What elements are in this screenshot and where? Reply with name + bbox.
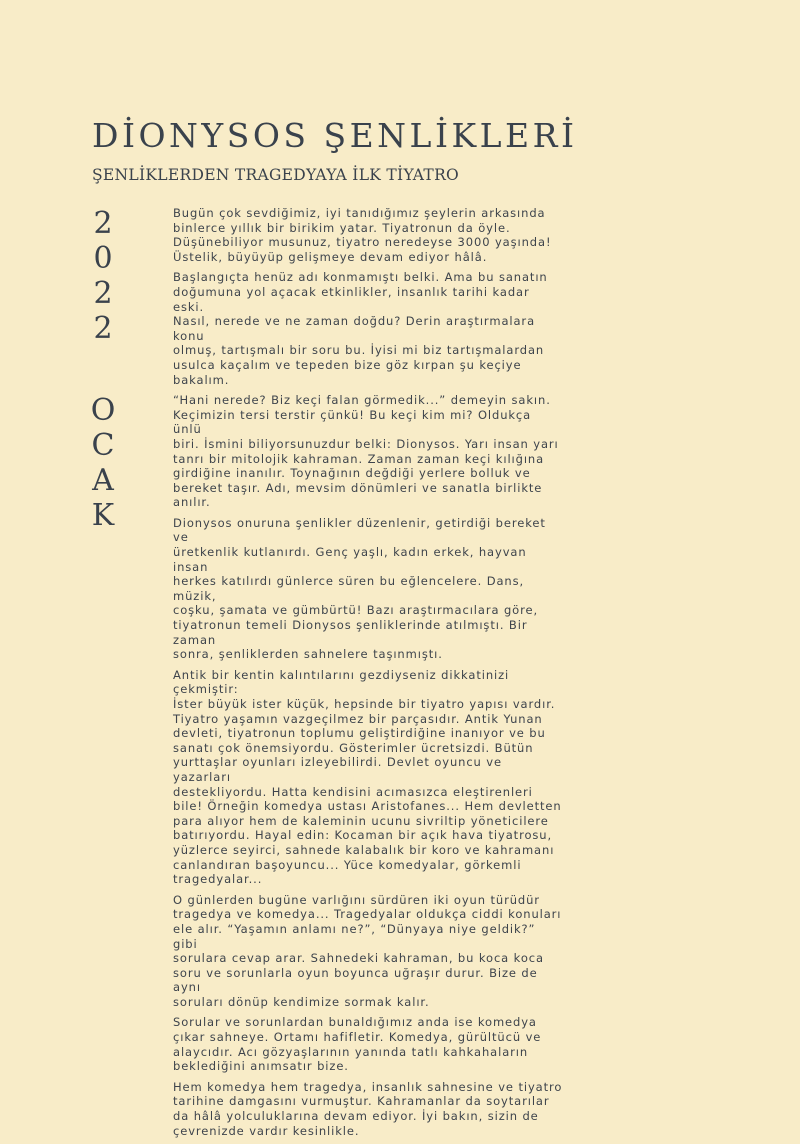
month-letter: C [91,428,115,463]
year-digit: 2 [93,311,113,346]
article-body [173,206,563,1144]
year-digit: 2 [93,276,113,311]
month-letter: O [90,393,116,428]
paragraph: Sorular ve sorunlardan bunaldığımız anda ise komedya çıkar sahneye. Ortamı hafifletir. Komedya, gürültücü ve alaycıdır. Acı gözyaşlarının yanında tatlı kahkahaların beklediğini anımsatır bize. [173,1015,542,1074]
paragraph: “Hani nerede? Biz keçi falan görmedik...” demeyin sakın. Keçimizin tersi terstir çünkü! Bu keçi kim mi? Oldukça ünlü biri. İsmini biliyorsunuzdur belki: Dionysos. Yarı insan yarı tanrı bir mitolojik kahraman. Zaman zaman keçi kılığına girdiğine inanılır. Toynağının değdiği yerlere bolluk ve bereket taşır. Adı, mevsim dönümleri ve sanatla birlikte anılır. [173,393,559,510]
date-spacer [84,346,122,393]
paragraph: Antik bir kentin kalıntılarını gezdiyseniz dikkatinizi çekmiştir: İster büyük ister küçük, hepsinde bir tiyatro yapısı vardır. Tiyatro yaşamın vazgeçilmez bir parçasıdır. Antik Yunan devleti, tiyatronun toplumu geliştirdiğine inanıyor ve bu sanatı çok önemsiyordu. Gösterimler ücretsizdi. Bütün yurttaşlar oyunları izleyebilirdi. Devlet oyuncu ve yazarları destekliyordu. Hatta kendisini acımasızca eleştirenleri bile! Örneğin komedya ustası Aristofanes... Hem devletten para alıyor hem de kaleminin ucunu sivriltip yöneticilere batırıyordu. Hayal edin: Kocaman bir açık hava tiyatrosu, yüzlerce seyirci, sahnede kalabalık bir koro ve kahramanı canlandıran başoyuncu... Yüce komedyalar, görkemli tragedyalar... [173,667,562,887]
date-column [84,206,122,533]
year-digit: 0 [93,241,113,276]
paragraph: Hem komedya hem tragedya, insanlık sahnesine ve tiyatro tarihine damgasını vurmuştur. Kahramanlar da soytarılar da hâlâ yolculuklarına devam ediyor. İyi bakın, sizin de çevrenizde vardır kesinlikle. [173,1079,563,1138]
page-title: DİONYSOS ŞENLİKLERİ [92,116,578,155]
year-digit: 2 [93,206,113,241]
paragraph: O günlerden bugüne varlığını sürdüren iki oyun türüdür tragedya ve komedya... Tragedyalar oldukça ciddi konuları ele alır. “Yaşamın anlamı ne?”, “Dünyaya niye geldik?” gibi sorulara cevap arar. Sahnedeki kahraman, bu koca koca soru ve sorunlarla oyun boyunca uğraşır durur. Bize de aynı soruları dönüp kendimize sormak kalır. [173,892,562,1009]
paragraph: Bugün çok sevdiğimiz, iyi tanıdığımız şeylerin arkasında binlerce yıllık bir birikim yatar. Tiyatronun da öyle. Düşünebiliyor musunuz, tiyatro neredeyse 3000 yaşında! Üstelik, büyüyüp gelişmeye devam ediyor hâlâ. [173,206,552,264]
paragraph: Başlangıçta henüz adı konmamıştı belki. Ama bu sanatın doğumuna yol açacak etkinlikler, insanlık tarihi kadar eski. Nasıl, nerede ve ne zaman doğdu? Derin araştırmalara konu olmuş, tartışmalı bir soru bu. İyisi mi biz tartışmalardan usulca kaçalım ve tepeden bize göz kırpan şu keçiye bakalım. [173,270,548,387]
page-subtitle: ŞENLİKLERDEN TRAGEDYAYA İLK TİYATRO [92,166,460,184]
month-letter: A [92,463,114,498]
month-letter: K [91,498,115,533]
paragraph: Dionysos onuruna şenlikler düzenlenir, getirdiği bereket ve üretkenlik kutlanırdı. Genç yaşlı, kadın erkek, hayvan insan herkes katılırdı günlerce süren bu eğlencelere. Dans, müzik, coşku, şamata ve gümbürtü! Bazı araştırmacılara göre, tiyatronun temeli Dionysos şenliklerinde atılmıştı. Bir zaman sonra, şenliklerden sahnelere taşınmıştı. [173,515,546,662]
